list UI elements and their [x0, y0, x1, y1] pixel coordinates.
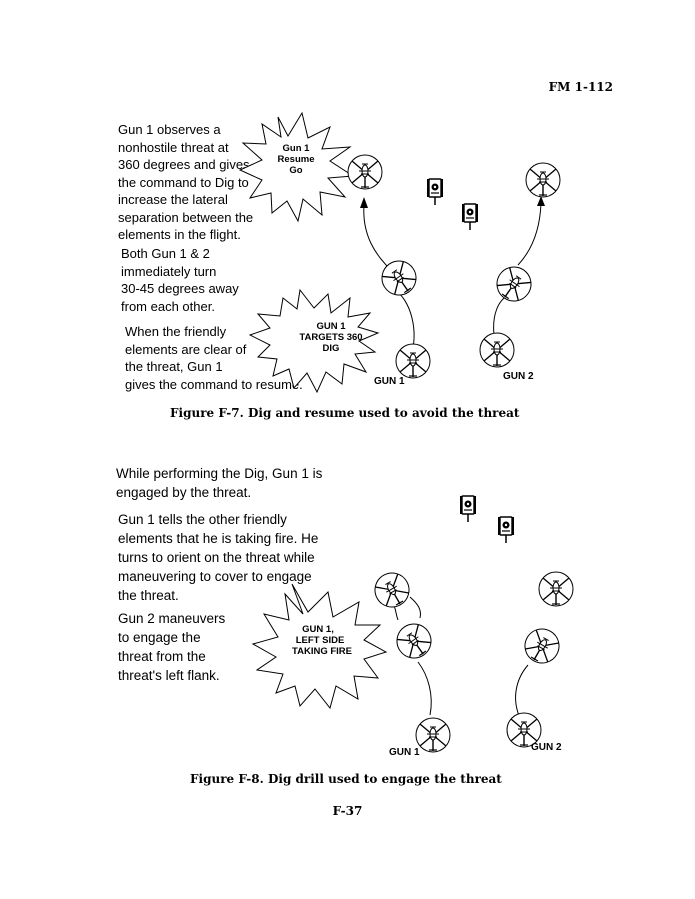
f8-gun1-label: GUN 1: [389, 747, 420, 758]
figure-f7-caption: Figure F-7. Dig and resume used to avoid the threat: [170, 406, 520, 420]
helicopter-icon: [396, 344, 430, 378]
f7-targets-burst: [250, 290, 378, 392]
helicopter-icon: [369, 567, 415, 613]
helicopter-icon: [519, 623, 565, 669]
f8-taking-fire-text: Gun 1 tells the other friendly elements that he is taking fire. He turns to orient on the threat while maneuvering to cover to engage the threat.: [118, 512, 319, 603]
f7-turn-text: Both Gun 1 & 2 immediately turn 30-45 degrees away from each other.: [121, 246, 239, 314]
f7-gun1-path-upper: [364, 205, 393, 272]
helicopter-icon: [490, 260, 537, 307]
f8-engaged-text: While performing the Dig, Gun 1 is engaged by the threat.: [116, 466, 323, 500]
f8-fire-burst-line1: GUN 1,: [302, 624, 334, 635]
f7-gun1-arrowhead: [360, 197, 368, 208]
f7-observe-text: Gun 1 observes a nonhostile threat at 360 degrees and gives the command to Dig to increase the lateral separation between the elements in the flight.: [118, 122, 254, 242]
f8-fire-burst-line3: TAKING FIRE: [292, 646, 352, 657]
f8-gun2-label: GUN 2: [531, 742, 562, 753]
document-id-header: FM 1-112: [548, 80, 613, 94]
helicopter-icon: [416, 718, 450, 752]
helicopter-icon: [526, 163, 560, 197]
f7-resume-burst: [240, 113, 353, 221]
f7-gun2-path-upper: [518, 203, 541, 265]
f7-targets-burst-line2: TARGETS 360: [299, 332, 363, 343]
f7-gun2-path-lower: [494, 295, 509, 335]
f8-gun1-path-lower: [418, 662, 431, 715]
f7-targets-burst-line1: GUN 1: [316, 321, 346, 332]
helicopter-icon: [390, 617, 437, 664]
threat-vehicle-icon: [460, 496, 476, 522]
helicopter-icon: [348, 155, 382, 189]
f8-fire-burst: [253, 584, 386, 708]
figure-f8-caption: Figure F-8. Dig drill used to engage the threat: [190, 772, 502, 786]
f7-gun1-label: GUN 1: [374, 376, 405, 387]
helicopter-icon: [480, 333, 514, 367]
f8-gun2-text: Gun 2 maneuvers to engage the threat from the threat's left flank.: [118, 611, 226, 683]
page-number: F-37: [332, 804, 363, 818]
f8-gun2-path: [516, 665, 528, 718]
threat-vehicle-icon: [427, 179, 443, 205]
threat-vehicle-icon: [462, 204, 478, 230]
f7-resume-text: When the friendly elements are clear of the threat, Gun 1 gives the command to resume.: [125, 324, 303, 392]
f8-fire-burst-line2: LEFT SIDE: [295, 635, 345, 646]
f7-gun2-arrowhead: [537, 196, 545, 206]
f7-targets-burst-line3: DIG: [322, 343, 340, 354]
f7-resume-burst-line2: Resume: [277, 154, 315, 165]
helicopter-icon: [539, 572, 573, 606]
f8-gun1-turn-arc: [410, 597, 421, 618]
threat-vehicle-icon: [498, 517, 514, 543]
f7-resume-burst-line3: Go: [289, 165, 303, 176]
f7-gun2-label: GUN 2: [503, 371, 534, 382]
f7-resume-burst-line1: Gun 1: [282, 143, 310, 154]
